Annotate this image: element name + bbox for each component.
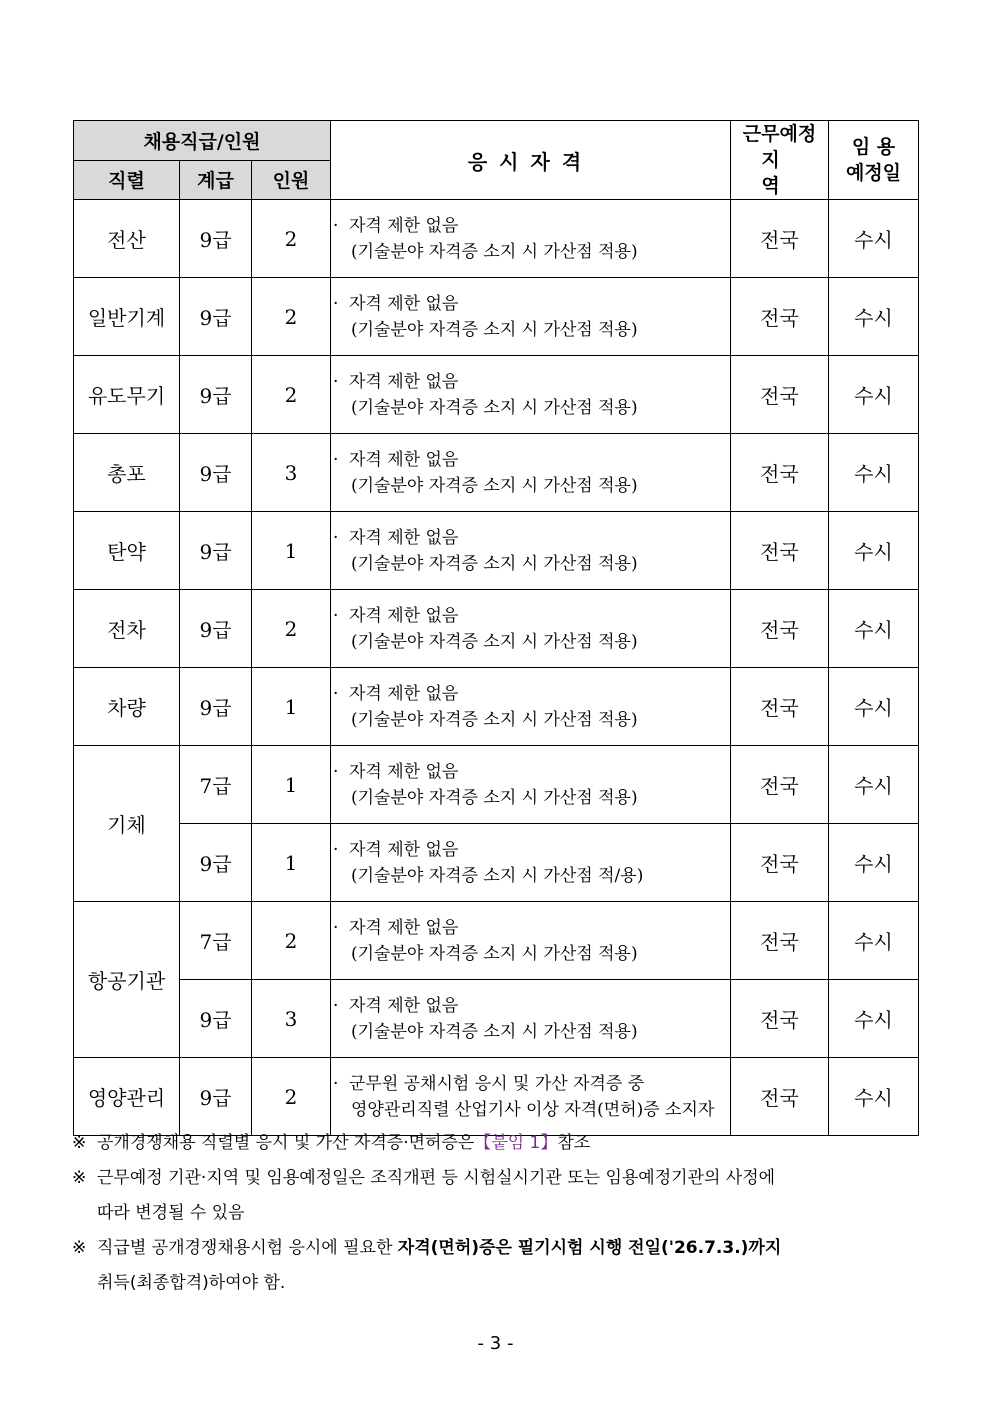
qualification-line1: 자격 제한 없음: [349, 449, 459, 470]
bullet-mark: ·: [333, 449, 339, 470]
region-cell: 전국: [731, 278, 829, 356]
bullet-mark: ·: [333, 215, 339, 236]
note-text: 직급별 공개경쟁채용시험 응시에 필요한: [97, 1238, 393, 1258]
bullet-mark: ·: [333, 1073, 339, 1094]
grade-cell: 7급: [180, 902, 252, 980]
count-cell: 3: [252, 434, 331, 512]
note-text: 공개경쟁채용 직렬별 응시 및 가산 자격증·면허증은: [97, 1133, 475, 1153]
job-cell: 차량: [74, 668, 180, 746]
region-cell: 전국: [731, 902, 829, 980]
header-region: [731, 121, 829, 200]
qualification-line2: (기술분야 자격증 소지 시 가산점 적용): [351, 397, 638, 418]
table-row: [74, 278, 919, 356]
job-cell: 영양관리: [74, 1058, 180, 1136]
header-appointment-date: [829, 121, 919, 200]
note-text: 참조: [557, 1133, 591, 1153]
qualification-line2: (기술분야 자격증 소지 시 가산점 적용): [351, 709, 638, 730]
qualification-line1: 자격 제한 없음: [349, 371, 459, 392]
table-row: [74, 668, 919, 746]
date-cell: 수시: [829, 590, 919, 668]
date-cell: 수시: [829, 824, 919, 902]
date-cell: 수시: [829, 278, 919, 356]
note-bold-text: 자격(면허)증은 필기시험 시행 전일('26.7.3.)까지: [397, 1238, 782, 1258]
table-row: [74, 746, 919, 824]
job-cell: 기체: [74, 746, 180, 902]
qualification-line2: (기술분야 자격증 소지 시 가산점 적용): [351, 553, 638, 574]
note-mark: ※: [72, 1238, 87, 1258]
count-cell: 2: [252, 356, 331, 434]
header-qualification: 응시자격: [331, 121, 731, 200]
qualification-cell: [331, 512, 731, 590]
date-cell: 수시: [829, 980, 919, 1058]
region-cell: 전국: [731, 512, 829, 590]
grade-cell: 9급: [180, 434, 252, 512]
job-cell: 전산: [74, 200, 180, 278]
qualification-cell: [331, 356, 731, 434]
bullet-mark: ·: [333, 293, 339, 314]
page-number: - 3 -: [477, 1333, 514, 1354]
bullet-mark: ·: [333, 527, 339, 548]
grade-cell: 9급: [180, 668, 252, 746]
bullet-mark: ·: [333, 683, 339, 704]
qualification-cell: [331, 824, 731, 902]
grade-cell: 9급: [180, 200, 252, 278]
table-row: [74, 200, 919, 278]
job-cell: 항공기관: [74, 902, 180, 1058]
table-row: [74, 356, 919, 434]
count-cell: 2: [252, 902, 331, 980]
qualification-line1: 자격 제한 없음: [349, 839, 459, 860]
region-cell: 전국: [731, 200, 829, 278]
bullet-mark: ·: [333, 839, 339, 860]
count-cell: 2: [252, 1058, 331, 1136]
region-cell: 전국: [731, 356, 829, 434]
count-cell: 2: [252, 278, 331, 356]
table-row: [74, 980, 919, 1058]
qualification-cell: [331, 200, 731, 278]
region-cell: 전국: [731, 668, 829, 746]
header-grade: 계급: [180, 160, 252, 200]
date-cell: 수시: [829, 512, 919, 590]
qualification-cell: [331, 980, 731, 1058]
grade-cell: 9급: [180, 824, 252, 902]
notes-section: [72, 1126, 932, 1301]
region-cell: 전국: [731, 1058, 829, 1136]
bullet-mark: ·: [333, 995, 339, 1016]
qualification-line2: (기술분야 자격증 소지 시 가산점 적용): [351, 475, 638, 496]
date-cell: 수시: [829, 434, 919, 512]
note-schedule-change: [72, 1161, 932, 1231]
qualification-line1: 자격 제한 없음: [349, 293, 459, 314]
bullet-mark: ·: [333, 605, 339, 626]
date-cell: 수시: [829, 902, 919, 980]
table-row: [74, 902, 919, 980]
qualification-line2: (기술분야 자격증 소지 시 가산점 적용): [351, 787, 638, 808]
qualification-line2: (기술분야 자격증 소지 시 가산점 적용): [351, 631, 638, 652]
date-cell: 수시: [829, 356, 919, 434]
qualification-line2: (기술분야 자격증 소지 시 가산점 적용): [351, 241, 638, 262]
grade-cell: 7급: [180, 746, 252, 824]
header-job: 직렬: [74, 160, 180, 200]
note-mark: ※: [72, 1133, 87, 1153]
date-cell: 수시: [829, 746, 919, 824]
qualification-line1: 자격 제한 없음: [349, 683, 459, 704]
count-cell: 1: [252, 746, 331, 824]
qualification-cell: [331, 668, 731, 746]
bullet-mark: ·: [333, 761, 339, 782]
qualification-line1: 자격 제한 없음: [349, 527, 459, 548]
qualification-line1: 군무원 공채시험 응시 및 가산 자격증 중: [349, 1073, 645, 1094]
job-cell: 전차: [74, 590, 180, 668]
note-mark: ※: [72, 1168, 87, 1188]
region-cell: 전국: [731, 824, 829, 902]
note-attachment-reference: [72, 1126, 932, 1161]
grade-cell: 9급: [180, 356, 252, 434]
job-cell: 유도무기: [74, 356, 180, 434]
region-cell: 전국: [731, 980, 829, 1058]
qualification-line2: (기술분야 자격증 소지 시 가산점 적용): [351, 943, 638, 964]
grade-cell: 9급: [180, 512, 252, 590]
region-cell: 전국: [731, 590, 829, 668]
attachment-link[interactable]: 【붙임 1】: [474, 1133, 558, 1153]
bullet-mark: ·: [333, 917, 339, 938]
header-group-title: 채용직급/인원: [74, 121, 331, 161]
qualification-cell: [331, 746, 731, 824]
qualification-line1: 자격 제한 없음: [349, 917, 459, 938]
count-cell: 1: [252, 512, 331, 590]
qualification-cell: [331, 278, 731, 356]
recruitment-table: [73, 120, 919, 1136]
date-cell: 수시: [829, 668, 919, 746]
grade-cell: 9급: [180, 278, 252, 356]
table-row: [74, 434, 919, 512]
qualification-line2: 영양관리직렬 산업기사 이상 자격(면허)증 소지자: [351, 1099, 715, 1120]
date-cell: 수시: [829, 1058, 919, 1136]
qualification-cell: [331, 902, 731, 980]
note-text: 따라 변경될 수 있음: [97, 1203, 245, 1223]
job-cell: 총포: [74, 434, 180, 512]
table-row: [74, 590, 919, 668]
region-cell: 전국: [731, 434, 829, 512]
qualification-line1: 자격 제한 없음: [349, 215, 459, 236]
table-row: [74, 1058, 919, 1136]
grade-cell: 9급: [180, 590, 252, 668]
count-cell: 1: [252, 824, 331, 902]
qualification-line1: 자격 제한 없음: [349, 995, 459, 1016]
qualification-cell: [331, 434, 731, 512]
qualification-line1: 자격 제한 없음: [349, 761, 459, 782]
header-date-line2: 예정일: [845, 162, 902, 184]
date-cell: 수시: [829, 200, 919, 278]
table-row: [74, 824, 919, 902]
note-text: 취득(최종합격)하여야 함.: [97, 1273, 286, 1293]
count-cell: 2: [252, 200, 331, 278]
qualification-cell: [331, 590, 731, 668]
count-cell: 1: [252, 668, 331, 746]
table-row: [74, 512, 919, 590]
qualification-cell: [331, 1058, 731, 1136]
qualification-line2: (기술분야 자격증 소지 시 가산점 적용): [351, 1021, 638, 1042]
grade-cell: 9급: [180, 1058, 252, 1136]
region-cell: 전국: [731, 746, 829, 824]
header-region-line1: 근무예정: [742, 123, 817, 145]
qualification-line2: (기술분야 자격증 소지 시 가산점 적/용): [351, 865, 644, 886]
grade-cell: 9급: [180, 980, 252, 1058]
count-cell: 2: [252, 590, 331, 668]
job-cell: 일반기계: [74, 278, 180, 356]
qualification-line2: (기술분야 자격증 소지 시 가산점 적용): [351, 319, 638, 340]
job-cell: 탄약: [74, 512, 180, 590]
bullet-mark: ·: [333, 371, 339, 392]
count-cell: 3: [252, 980, 331, 1058]
header-date-line1: 임 용: [851, 136, 896, 158]
header-region-line2: 지 역: [761, 149, 798, 197]
qualification-line1: 자격 제한 없음: [349, 605, 459, 626]
note-text: 근무예정 기관·지역 및 임용예정일은 조직개편 등 시험실시기관 또는 임용예정기관의 사정에: [97, 1168, 776, 1188]
header-count: 인원: [252, 160, 331, 200]
note-license-deadline: [72, 1231, 932, 1301]
